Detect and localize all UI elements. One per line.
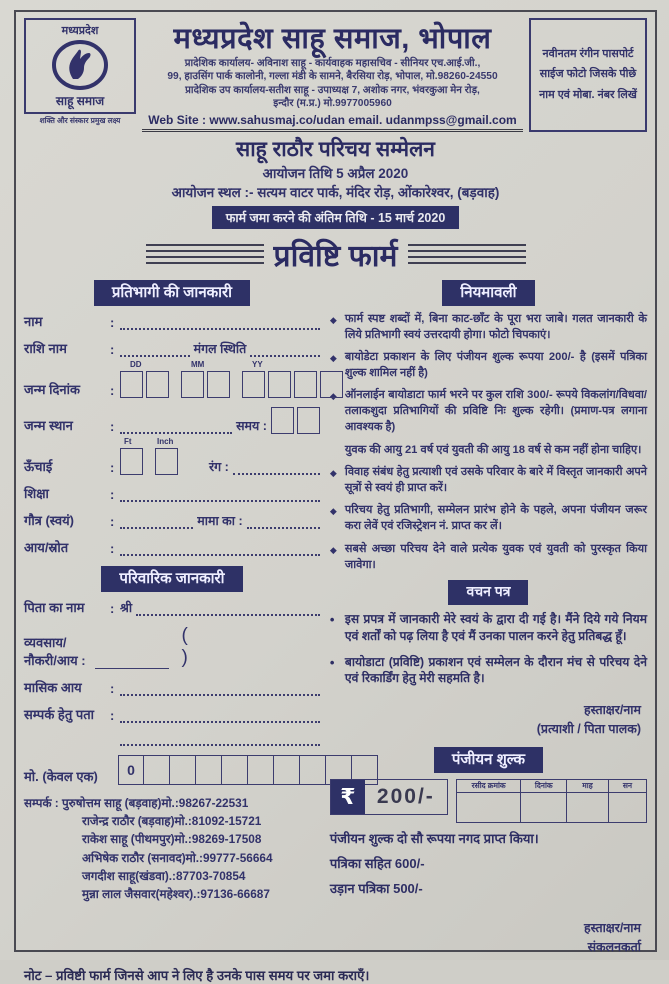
shri-prefix: श्री: [120, 600, 133, 615]
mobile-digit-box: 0: [118, 755, 144, 785]
year-cell: [608, 792, 646, 822]
bottom-note: नोट – प्रविष्टी फार्म जिनसे आप ने लिए है उनके पास समय पर जमा कराएँ।: [24, 968, 370, 984]
pledge-heading: वचन पत्र: [448, 580, 528, 605]
logo-state-label: मध्यप्रदेश: [61, 25, 99, 37]
rule-text: परिचय हेतु प्रतिभागी, सम्मेलन प्रारंभ होने के पहले, अपना पंजीयन जरूर करा लेवें एवं रजिस्ट्रेशन नं. प्राप्त कर लें।: [344, 504, 647, 533]
field-birthplace: [24, 407, 320, 434]
gotra-label: गौत्र (स्वयं): [24, 512, 74, 528]
receipt-no-cell: [456, 792, 521, 822]
org-address-line-2: 99, हाउसिंग पार्क कालोनी, गल्ला मंडी के सामने, बैरसिया रोड़, भोपाल, मो.98260-24550: [167, 71, 498, 83]
field-contact-address-2: [24, 732, 320, 746]
field-income-source: [24, 538, 320, 556]
receipt-table-header-row: [456, 779, 646, 792]
date-header: दिनांक: [521, 779, 567, 792]
form-title: प्रविष्टि फार्म: [273, 239, 398, 273]
mobile-label: मो. (केवल एक): [24, 768, 98, 784]
rule-item: [330, 350, 647, 382]
receipt-no-header: रसीद क्रमांक: [456, 779, 521, 792]
month-header: माह: [567, 779, 609, 792]
rupee-icon: ₹: [331, 780, 365, 814]
colon: :: [110, 459, 115, 475]
field-contact-address: [24, 705, 320, 723]
magazine-fee-line: पत्रिका सहित 600/-: [329, 855, 425, 871]
event-title: साहू राठौर परिचय सम्मेलन: [236, 137, 435, 161]
fee-amount: 200/-: [376, 784, 435, 808]
contact-person: [24, 794, 320, 812]
dob-month-box: [181, 371, 204, 398]
udan-magazine-fee-line: उड़ान पत्रिका 500/-: [329, 880, 423, 896]
pledge-item: [330, 611, 647, 645]
event-date: आयोजन तिथि 5 अप्रैल 2020: [262, 165, 409, 181]
rule-text: ऑनलाईन बायोडाटा फार्म भरने पर कुल राशि 300/- रूपये विकलांग/विधवा/तलाकशुदा प्रतिभागियों की प्रविष्टि निः शुल्क रहेगी। (प्रमाण-पत्र लगाना आवश्यक है): [344, 389, 647, 434]
org-logo-box: [24, 18, 136, 132]
dd-label: DD: [130, 359, 142, 369]
receipt-table: [456, 779, 647, 823]
diamond-bullet-icon: ◆: [329, 506, 337, 517]
height-ft-group: [120, 436, 143, 475]
form-body: [24, 278, 647, 965]
receipt-table-empty-row: [456, 792, 646, 822]
form-title-row: [24, 234, 647, 275]
colon: :: [110, 540, 115, 556]
monthly-income-write-line: [120, 682, 320, 696]
rule-item: [330, 542, 647, 574]
yy-label: YY: [252, 359, 263, 369]
colon: :: [110, 680, 115, 696]
contact-person-3: राकेश साहू (पीथमपुर)मो.:98269-17508: [82, 832, 262, 847]
colon: :: [110, 486, 115, 502]
education-label: शिक्षा: [24, 485, 49, 501]
pledge-text: इस प्रपत्र में जानकारी मेरे स्वयं के द्वारा दी गई है। मैंने दिये गये नियम एवं शर्तों को पढ़ लिया है एवं मैं उनका पालन करने हेतु प्रतिबद्ध हूँ।: [344, 612, 647, 643]
rule-item: [330, 312, 647, 344]
field-name: [24, 312, 320, 330]
candidate-signature-block: [330, 701, 641, 739]
month-cell: [567, 792, 609, 822]
org-logo: [24, 18, 136, 114]
rashi-write-line: [120, 343, 190, 357]
colon: :: [110, 600, 115, 616]
header-center: [142, 18, 523, 132]
mobile-digit-box: [248, 755, 274, 785]
mobile-digit-box: [274, 755, 300, 785]
participant-info-heading: प्रतिभागी की जानकारी: [94, 280, 250, 306]
rules-heading: नियमावली: [442, 280, 534, 306]
rule-text: बायोडेटा प्रकाशन के लिए पंजीयन शुल्क रूपया 200/- है (इसमें पत्रिका शुल्क शामिल नहीं है): [344, 351, 647, 380]
right-rule-decoration: [408, 244, 526, 264]
dob-year-box: [242, 371, 265, 398]
dob-year-box: [294, 371, 317, 398]
mangal-status-label: मंगल स्थिति: [193, 341, 247, 356]
dob-day-box: [120, 371, 143, 398]
event-section: [24, 135, 647, 275]
diamond-bullet-icon: ◆: [329, 544, 337, 555]
no-bullet: [330, 443, 338, 459]
page-border-frame: [14, 10, 657, 984]
occupation-write-line: [95, 655, 170, 669]
collector-label: संकलनकर्ता: [587, 939, 641, 954]
deadline-banner: फार्म जमा करने की अंतिम तिथि - 15 मार्च 2020: [212, 206, 460, 229]
dob-year-box: [320, 371, 343, 398]
signature-label: हस्ताक्षर/नाम: [583, 920, 641, 935]
pledge-item: [330, 654, 647, 688]
field-dob: [24, 359, 320, 398]
dot-bullet-icon: •: [329, 654, 335, 670]
contact-address-label: सम्पर्क हेतु पता: [24, 706, 95, 722]
color-write-line: [233, 461, 320, 475]
rule-text: फार्म स्पष्ट शब्दों में, बिना काट-छाँट के पूरा भरा जाबे। गलत जानकारी के लिये प्रतिभागी स्वयं उत्तरदायी होगा। फोटो चिपकाएं।: [344, 312, 647, 341]
photo-instruction-box: नवीनतम रंगीन पासपोर्ट साईज फोटो जिसके पीछे नाम एवं मोबा. नंबर लिखें: [529, 18, 647, 132]
fee-amount-box: [330, 779, 448, 815]
family-info-heading: परिवारिक जानकारी: [101, 566, 242, 592]
diamond-bullet-icon: ◆: [329, 314, 337, 325]
education-write-line: [120, 488, 320, 502]
height-inch-box: [155, 448, 178, 475]
occupation-label: व्यवसाय/नौकरी/आय :: [24, 634, 86, 668]
contact-person-1: पुरुषोत्तम साहू (बड़वाह)मो.:98267-22531: [61, 795, 249, 810]
left-column: [24, 278, 320, 965]
time-label: समय :: [236, 418, 267, 433]
dot-bullet-icon: •: [329, 612, 335, 627]
event-venue: आयोजन स्थल :- सत्यम वाटर पार्क, मंदिर रोड़, ओंकारेश्वर, (बड़वाह): [171, 184, 500, 200]
colon: :: [110, 707, 115, 723]
father-name-write-line: [136, 602, 320, 616]
rule-text: विवाह संबंध हेतु प्रत्याशी एवं उसके परिवार के बारे में विस्तृत जानकारी अपने सूत्रों से स्वयं ही प्राप्त करें।: [344, 466, 647, 494]
rashi-label: राशि नाम: [24, 340, 67, 356]
dob-month-box: [207, 371, 230, 398]
org-title: मध्यप्रदेश साहू समाज, भोपाल: [173, 23, 492, 55]
field-height: [24, 436, 320, 475]
inch-label: Inch: [157, 436, 174, 446]
time-box: [297, 407, 320, 434]
dob-day-group: [120, 359, 169, 398]
org-address-line-1: प्रादेशिक कार्यालय- अविनाश साहू - कार्यवाहक महासचिव - सीनियर एच.आई.जी.,: [184, 58, 481, 69]
field-education: [24, 484, 320, 502]
rules-list: [330, 312, 647, 574]
field-monthly-income: [24, 678, 320, 696]
contacts-label: सम्पर्क :: [24, 795, 62, 810]
diamond-bullet-icon: ◆: [329, 468, 337, 479]
mama-gotra-write-line: [247, 515, 320, 529]
pledge-list: [330, 611, 647, 687]
rule-item: [330, 443, 647, 459]
height-label: ऊँचाई: [24, 458, 53, 474]
dob-month-group: [181, 359, 230, 398]
org-address-line-3: प्रादेशिक उप कार्यालय-सतीश साहू - उपाध्यक्ष 7, अशोक नगर, भंवरकुआ मेन रोड़,: [185, 84, 480, 96]
header: [24, 18, 647, 132]
dob-year-group: [242, 359, 343, 398]
diamond-bullet-icon: ◆: [329, 353, 337, 364]
mobile-digit-box: [196, 755, 222, 785]
dob-year-box: [268, 371, 291, 398]
contact-persons-list: [24, 794, 320, 904]
field-mobile: [24, 755, 320, 785]
colon: :: [110, 382, 115, 398]
fee-heading: पंजीयन शुल्क: [434, 747, 543, 773]
rule-item: [330, 503, 647, 535]
rule-text: सबसे अच्छा परिचय देने वाले प्रत्येक युवक एवं युवती को पुरस्कृत किया जावेगा।: [344, 542, 647, 571]
gotra-write-line: [120, 515, 193, 529]
colon: :: [110, 513, 115, 529]
org-website: Web Site : www.sahusmaj.co/udan email. udanmpss@gmail.com: [142, 112, 522, 132]
field-gotra: [24, 511, 320, 529]
fee-row: [330, 779, 647, 823]
contact-address-write-line-1: [120, 709, 320, 723]
income-write-line: [120, 542, 320, 556]
field-rashi: [24, 339, 320, 357]
signature-sublabel: (प्रत्याशी / पिता पालक): [536, 722, 641, 737]
field-father-name: [24, 598, 320, 616]
ft-label: Ft: [124, 436, 132, 446]
dob-label: जन्म दिनांक: [24, 381, 81, 397]
contact-address-write-line-2: [120, 732, 320, 746]
diamond-bullet-icon: ◆: [329, 391, 337, 402]
mobile-digit-box: [300, 755, 326, 785]
contact-person-6: मुन्ना लाल जैसवार(महेश्वर).:97136-66687: [82, 887, 270, 902]
occupation-parens: ( ): [181, 624, 250, 668]
rule-item: [330, 388, 647, 436]
dob-day-box: [146, 371, 169, 398]
name-label: नाम: [24, 313, 43, 329]
logo-community-label: साहू समाज: [55, 94, 105, 108]
colon: :: [110, 314, 115, 330]
sahu-samaj-hand-icon: [51, 39, 109, 91]
color-label: रंग :: [209, 459, 229, 474]
name-write-line: [120, 316, 320, 330]
mm-label: MM: [191, 359, 205, 369]
pledge-text: बायोडाटा (प्रविष्टि) प्रकाशन एवं सम्मेलन के दौरान मंच से परिचय देने एवं रिकार्डिंग हेतु मेरी सहमति है।: [344, 654, 647, 686]
contact-person-4: अभिषेक राठौर (सनावद)मो.:99777-56664: [82, 850, 273, 865]
birthplace-label: जन्म स्थान: [24, 417, 73, 433]
colon: :: [110, 418, 115, 434]
signature-label: हस्ताक्षर/नाम: [583, 703, 641, 718]
contact-person-2: राजेन्द्र राठौर (बड़वाह)मो.:81092-15721: [82, 814, 262, 829]
mobile-digit-box: [222, 755, 248, 785]
mangal-write-line: [250, 343, 320, 357]
time-boxes: [271, 407, 320, 434]
left-rule-decoration: [146, 244, 264, 264]
year-header: सन: [608, 779, 646, 792]
dob-boxes: [120, 359, 352, 398]
fee-received-line: पंजीयन शुल्क दो सौ रूपया नगद प्राप्त किया।: [329, 830, 539, 846]
height-inch-group: [155, 436, 178, 475]
collector-signature-block: [330, 919, 641, 957]
date-cell: [521, 792, 567, 822]
income-source-label: आय/स्रोत: [24, 539, 69, 555]
right-column: [330, 278, 647, 965]
logo-tagline: शक्ति और संस्कार प्रमुख लक्ष्य: [39, 116, 121, 125]
contact-person-5: जगदीश साहू(खंडवा).:87703-70854: [82, 868, 246, 883]
mobile-digit-box: [144, 755, 170, 785]
mobile-digit-box: [170, 755, 196, 785]
time-box: [271, 407, 294, 434]
monthly-income-label: मासिक आय: [24, 679, 82, 695]
father-name-label: पिता का नाम: [24, 599, 85, 615]
height-boxes: [120, 436, 187, 475]
birthplace-write-line: [120, 420, 232, 434]
mama-gotra-label: मामा का :: [197, 513, 243, 528]
org-address-line-4: इन्दौर (म.प्र.) मो.9977005960: [273, 98, 392, 110]
field-occupation: [24, 625, 320, 669]
rule-text: युवक की आयु 21 वर्ष एवं युवती की आयु 18 वर्ष से कम नहीं होना चाहिए।: [344, 443, 642, 456]
colon: :: [110, 341, 115, 357]
rule-item: [330, 465, 647, 497]
height-ft-box: [120, 448, 143, 475]
